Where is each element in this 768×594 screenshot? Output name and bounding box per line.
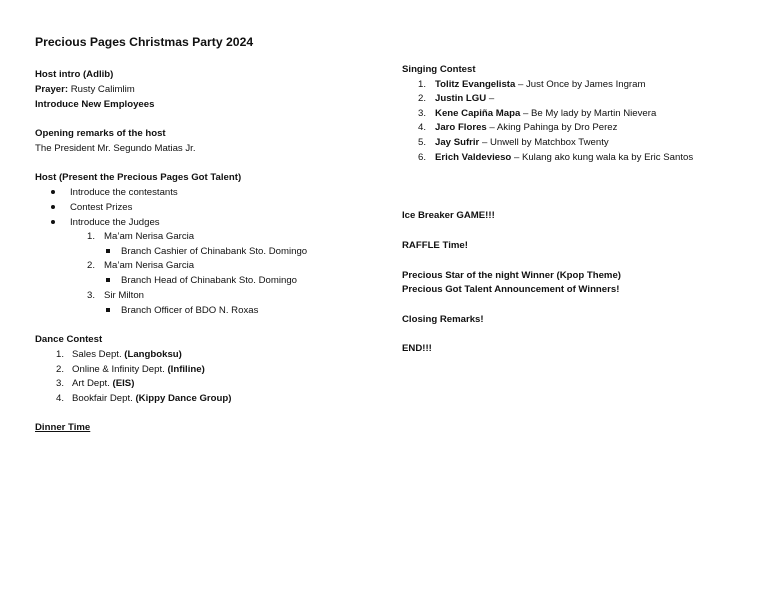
singer-song: – Be My lady by Martin Nievera (520, 108, 657, 119)
judge-item (87, 231, 194, 243)
square-bullet-icon (106, 278, 110, 282)
judge-item (87, 290, 144, 302)
singer-number: 5. (418, 137, 427, 148)
judge-role: Branch Head of Chinabank Sto. Domingo (121, 275, 297, 286)
opening-remarks-heading: Opening remarks of the host (35, 128, 166, 139)
end-text: END!!! (402, 343, 432, 354)
host-intro-heading: Host intro (Adlib) (35, 69, 114, 80)
dance-dept: Bookfair Dept. (72, 393, 136, 404)
dance-number: 3. (56, 378, 65, 389)
singer-name: Kene Capiña Mapa (435, 108, 521, 119)
judge-number: 1. (87, 231, 96, 242)
singer-number: 1. (418, 79, 427, 90)
host-talent-heading: Host (Present the Precious Pages Got Talent) (35, 172, 242, 183)
singer-number: 2. (418, 93, 427, 104)
star-winner: Precious Star of the night Winner (Kpop Theme) (402, 270, 621, 281)
dance-item (56, 393, 231, 405)
singer-song: – Just Once by James Ingram (515, 79, 646, 90)
dance-contest-heading: Dance Contest (35, 334, 103, 345)
got-talent-winners: Precious Got Talent Announcement of Winners! (402, 284, 620, 295)
singing-contest-heading: Singing Contest (402, 64, 476, 75)
dance-group: (Langboksu) (124, 349, 182, 360)
dance-group: (Infiline) (167, 364, 205, 375)
prayer-label: Prayer: (35, 84, 69, 95)
judge-role-item (106, 246, 307, 258)
list-item (51, 202, 132, 214)
singer-item (418, 152, 693, 164)
bullet-icon (51, 205, 55, 209)
dance-dept: Art Dept. (72, 378, 113, 389)
singer-item (418, 79, 645, 91)
singer-song: – Unwell by Matchbox Twenty (479, 137, 609, 148)
singer-item (418, 137, 609, 149)
singer-song: – Kulang ako kung wala ka by Eric Santos (511, 152, 694, 163)
dance-dept: Online & Infinity Dept. (72, 364, 168, 375)
singer-item (418, 108, 656, 120)
judge-number: 2. (87, 260, 96, 271)
list-item (51, 217, 160, 229)
dance-item (56, 349, 182, 361)
singer-name: Erich Valdevieso (435, 152, 512, 163)
square-bullet-icon (106, 308, 110, 312)
list-item-text: Contest Prizes (70, 202, 133, 213)
opening-remarks-text: The President Mr. Segundo Matias Jr. (35, 143, 196, 154)
dance-item (56, 378, 134, 390)
singer-item (418, 122, 617, 134)
singer-name: Jaro Flores (435, 122, 487, 133)
singer-song: – Aking Pahinga by Dro Perez (486, 122, 618, 133)
prayer-name: Rusty Calimlim (68, 84, 135, 95)
ice-breaker: Ice Breaker GAME!!! (402, 210, 495, 221)
singer-name: Tolitz Evangelista (435, 79, 516, 90)
singer-number: 4. (418, 122, 427, 133)
singer-item (418, 93, 494, 105)
dinner-time: Dinner Time (35, 422, 91, 433)
closing-remarks: Closing Remarks! (402, 314, 484, 325)
square-bullet-icon (106, 249, 110, 253)
judge-role-item (106, 305, 258, 317)
dance-number: 2. (56, 364, 65, 375)
list-item-text: Introduce the Judges (70, 217, 160, 228)
singer-number: 6. (418, 152, 427, 163)
judge-item (87, 260, 194, 272)
judge-name: Ma’am Nerisa Garcia (104, 260, 195, 271)
dance-number: 4. (56, 393, 65, 404)
judge-number: 3. (87, 290, 96, 301)
list-item (51, 187, 178, 199)
judge-name: Sir Milton (104, 290, 144, 301)
dance-number: 1. (56, 349, 65, 360)
singer-name: Justin LGU (435, 93, 487, 104)
list-item-text: Introduce the contestants (70, 187, 178, 198)
singer-number: 3. (418, 108, 427, 119)
judge-name: Ma’am Nerisa Garcia (104, 231, 195, 242)
prayer-line (35, 84, 135, 96)
raffle-time: RAFFLE Time! (402, 240, 468, 251)
singer-name: Jay Sufrir (435, 137, 480, 148)
dance-item (56, 364, 205, 376)
dance-dept: Sales Dept. (72, 349, 125, 360)
bullet-icon (51, 220, 55, 224)
bullet-icon (51, 190, 55, 194)
judge-role: Branch Officer of BDO N. Roxas (121, 305, 259, 316)
judge-role: Branch Cashier of Chinabank Sto. Domingo (121, 246, 308, 257)
introduce-new-employees: Introduce New Employees (35, 99, 155, 110)
judge-role-item (106, 275, 297, 287)
singer-song: – (486, 93, 495, 104)
dance-group: (EIS) (112, 378, 135, 389)
document-title: Precious Pages Christmas Party 2024 (35, 35, 254, 49)
dance-group: (Kippy Dance Group) (135, 393, 232, 404)
